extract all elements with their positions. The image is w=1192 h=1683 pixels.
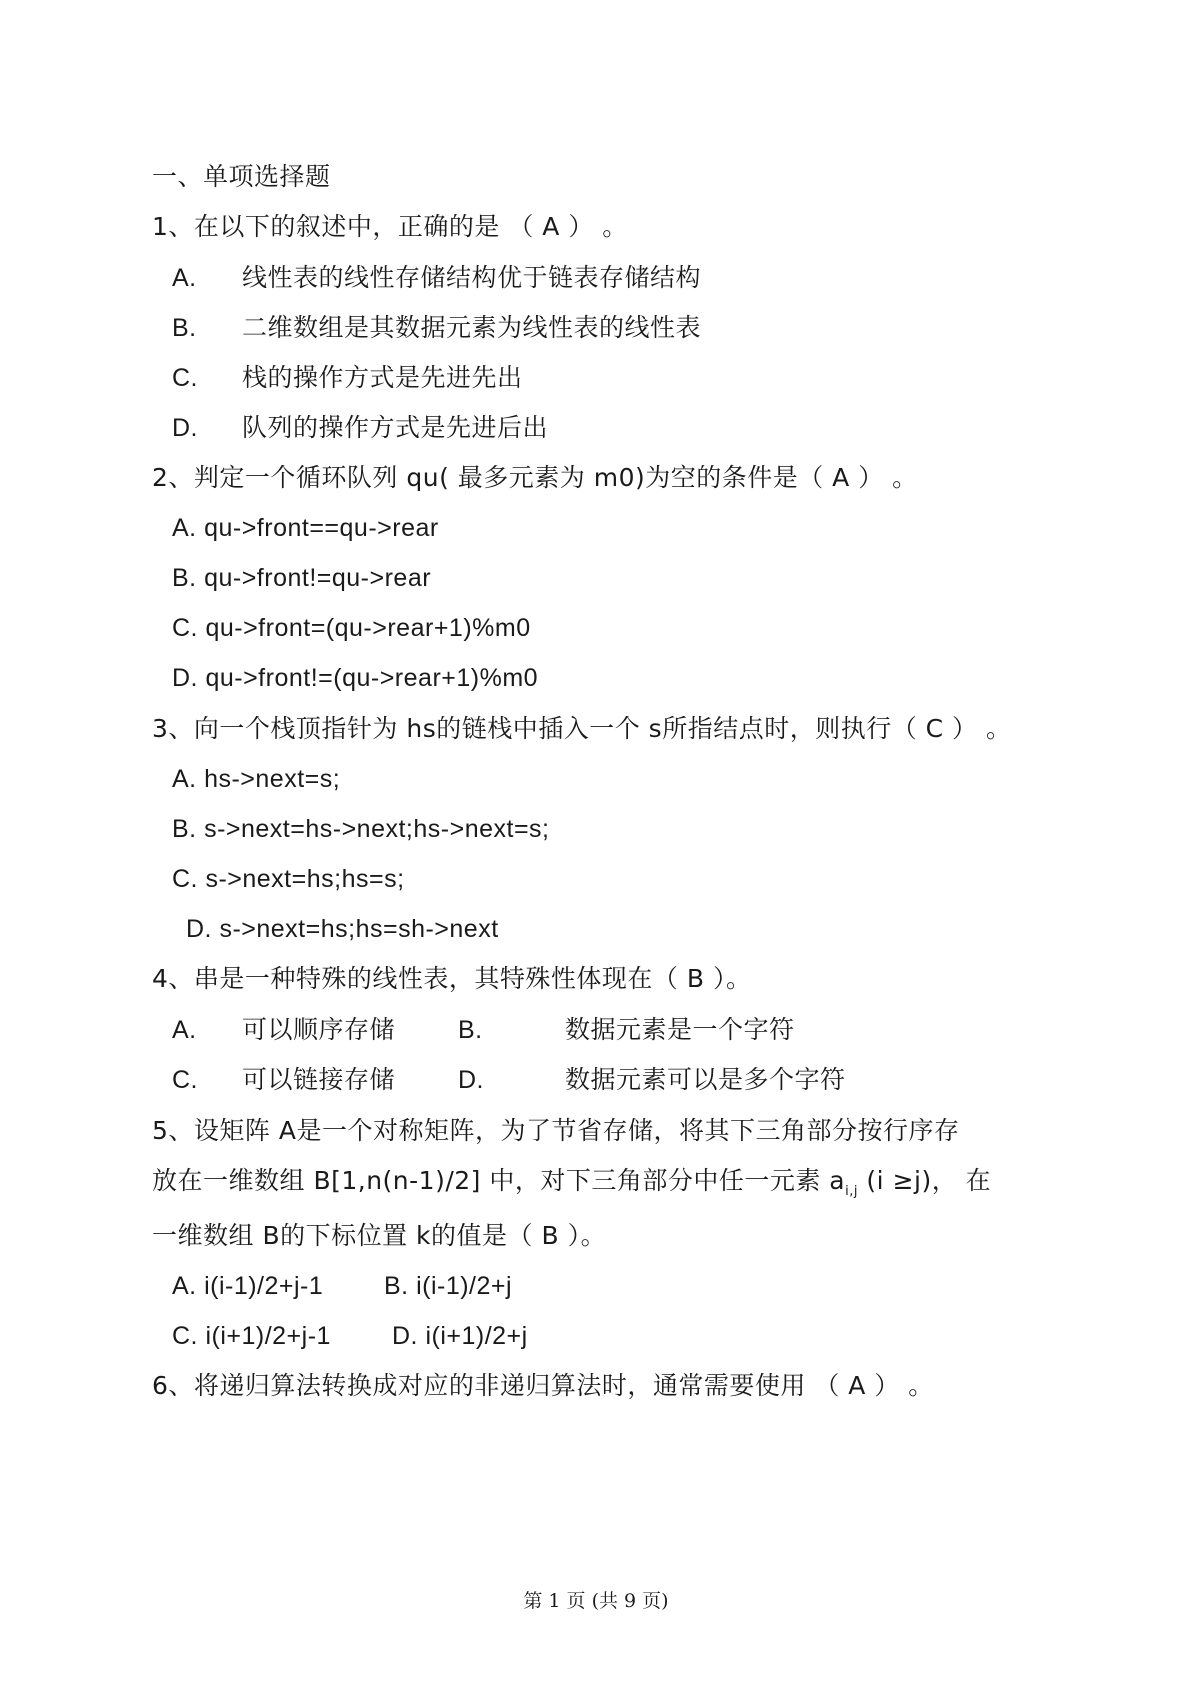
question-2-option-d: D. qu->front!=(qu->rear+1)%m0 — [172, 664, 539, 692]
question-3-option-c: C. s->next=hs;hs=s; — [172, 865, 405, 893]
option-letter: B. — [172, 314, 197, 342]
question-6-stem: 6、将递归算法转换成对应的非递归算法时，通常需要使用 （ A ） 。 — [152, 1371, 934, 1400]
option-text: 可以顺序存储 — [242, 1015, 396, 1044]
question-4-options-row-2 — [172, 1063, 972, 1097]
question-5-option-c: C. i(i+1)/2+j-1 — [172, 1322, 331, 1350]
option-letter: D. — [458, 1066, 484, 1094]
section-title: 一、单项选择题 — [152, 162, 331, 191]
option-letter: C. — [172, 1066, 198, 1094]
question-3-option-a: A. hs->next=s; — [172, 765, 341, 793]
question-1-option-d — [172, 411, 872, 445]
question-5-stem-line-3: 一维数组 B的下标位置 k的值是（ B ）。 — [152, 1221, 607, 1250]
question-5-stem-line-2 — [152, 1164, 991, 1209]
question-3-option-b: B. s->next=hs->next;hs->next=s; — [172, 815, 550, 843]
option-text: 线性表的线性存储结构优于链表存储结构 — [242, 263, 702, 292]
question-1-option-c — [172, 361, 872, 395]
option-letter: A. — [172, 264, 197, 292]
question-5-option-a: A. i(i-1)/2+j-1 — [172, 1272, 324, 1300]
question-1-option-a — [172, 261, 872, 295]
option-letter: A. — [172, 1016, 197, 1044]
stem-text: 放在一维数组 B[1,n(n-1)/2] 中，对下三角部分中任一元素 a — [152, 1166, 846, 1195]
option-letter: D. — [172, 414, 198, 442]
option-letter: B. — [458, 1016, 483, 1044]
option-letter: C. — [172, 364, 198, 392]
question-2-option-a: A. qu->front==qu->rear — [172, 514, 439, 542]
question-2-stem: 2、判定一个循环队列 qu( 最多元素为 m0)为空的条件是（ A ） 。 — [152, 463, 918, 492]
question-2-option-b: B. qu->front!=qu->rear — [172, 564, 432, 592]
option-text: 栈的操作方式是先进先出 — [242, 363, 523, 392]
subscript: i,j — [845, 1184, 858, 1199]
question-1-option-b — [172, 311, 872, 345]
option-text: 队列的操作方式是先进后出 — [242, 413, 549, 442]
stem-text: (i ≥j)， 在 — [857, 1166, 992, 1195]
question-1-stem: 1、在以下的叙述中，正确的是 （ A ） 。 — [152, 212, 628, 241]
option-text: 数据元素可以是多个字符 — [565, 1065, 846, 1094]
question-5-option-b: B. i(i-1)/2+j — [384, 1272, 513, 1300]
question-4-options-row-1 — [172, 1013, 972, 1047]
question-3-stem: 3、向一个栈顶指针为 hs的链栈中插入一个 s所指结点时，则执行（ C ） 。 — [152, 714, 1012, 743]
page-footer: 第 1 页 (共 9 页) — [523, 1590, 669, 1612]
question-2-option-c: C. qu->front=(qu->rear+1)%m0 — [172, 614, 531, 642]
option-text: 二维数组是其数据元素为线性表的线性表 — [242, 313, 702, 342]
option-text: 数据元素是一个字符 — [565, 1015, 795, 1044]
option-text: 可以链接存储 — [242, 1065, 396, 1094]
question-5-option-d: D. i(i+1)/2+j — [392, 1322, 528, 1350]
question-4-stem: 4、串是一种特殊的线性表，其特殊性体现在（ B ）。 — [152, 964, 752, 993]
question-3-option-d: D. s->next=hs;hs=sh->next — [186, 915, 499, 943]
question-5-stem-line-1: 5、设矩阵 A是一个对称矩阵，为了节省存储，将其下三角部分按行序存 — [152, 1116, 960, 1145]
